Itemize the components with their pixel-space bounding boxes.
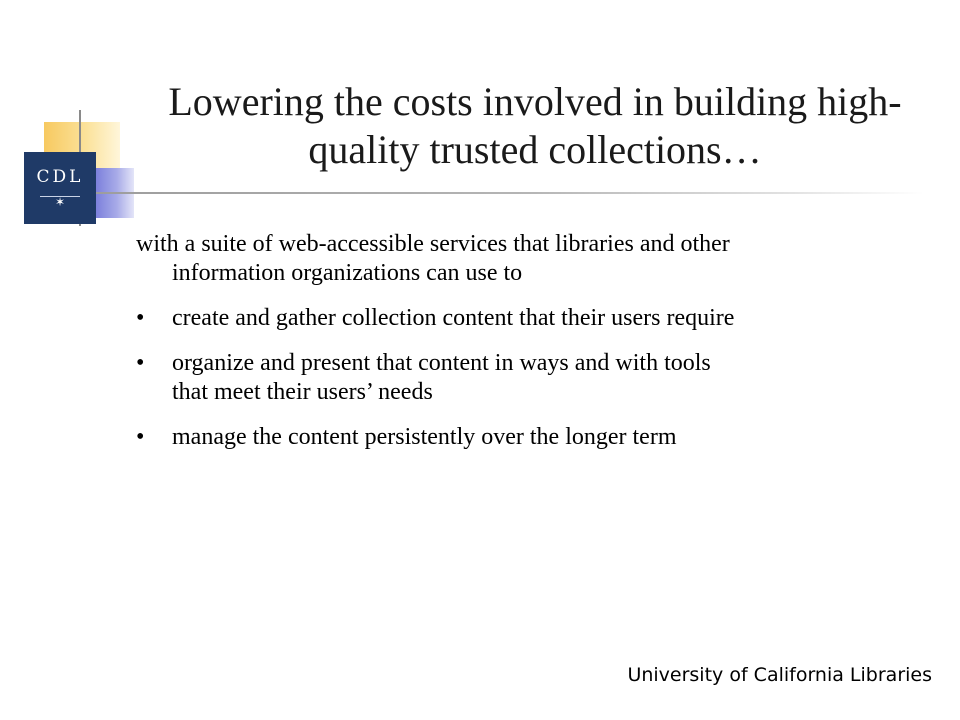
bullet-line-1: organize and present that content in ways and with tools [172, 350, 711, 376]
slide-title [130, 78, 940, 174]
slide-body [136, 230, 936, 468]
bullet-item [136, 304, 936, 333]
bullet-line-1: create and gather collection content that their users require [172, 305, 735, 331]
title-line-2: quality trusted collections… [308, 127, 762, 172]
bullet-marker: • [136, 350, 145, 376]
logo-text: CDL [36, 167, 84, 187]
bullet-item [136, 423, 936, 452]
bullet-item [136, 349, 936, 407]
intro-paragraph [136, 230, 936, 288]
bullet-line-1: manage the content persistently over the longer term [172, 424, 677, 450]
bullet-marker: • [136, 305, 145, 331]
title-underline [44, 192, 924, 194]
bullet-marker: • [136, 424, 145, 450]
logo-mark-icon: ✶ [54, 195, 66, 209]
title-line-1: Lowering the costs involved in building high- [168, 79, 902, 124]
intro-line-2: information organizations can use to [172, 260, 523, 286]
bullet-line-2: that meet their users’ needs [172, 379, 433, 405]
intro-line-1: with a suite of web-accessible services that libraries and other [136, 231, 730, 257]
cdl-logo [24, 152, 96, 224]
footer-text: University of California Libraries [627, 664, 932, 686]
